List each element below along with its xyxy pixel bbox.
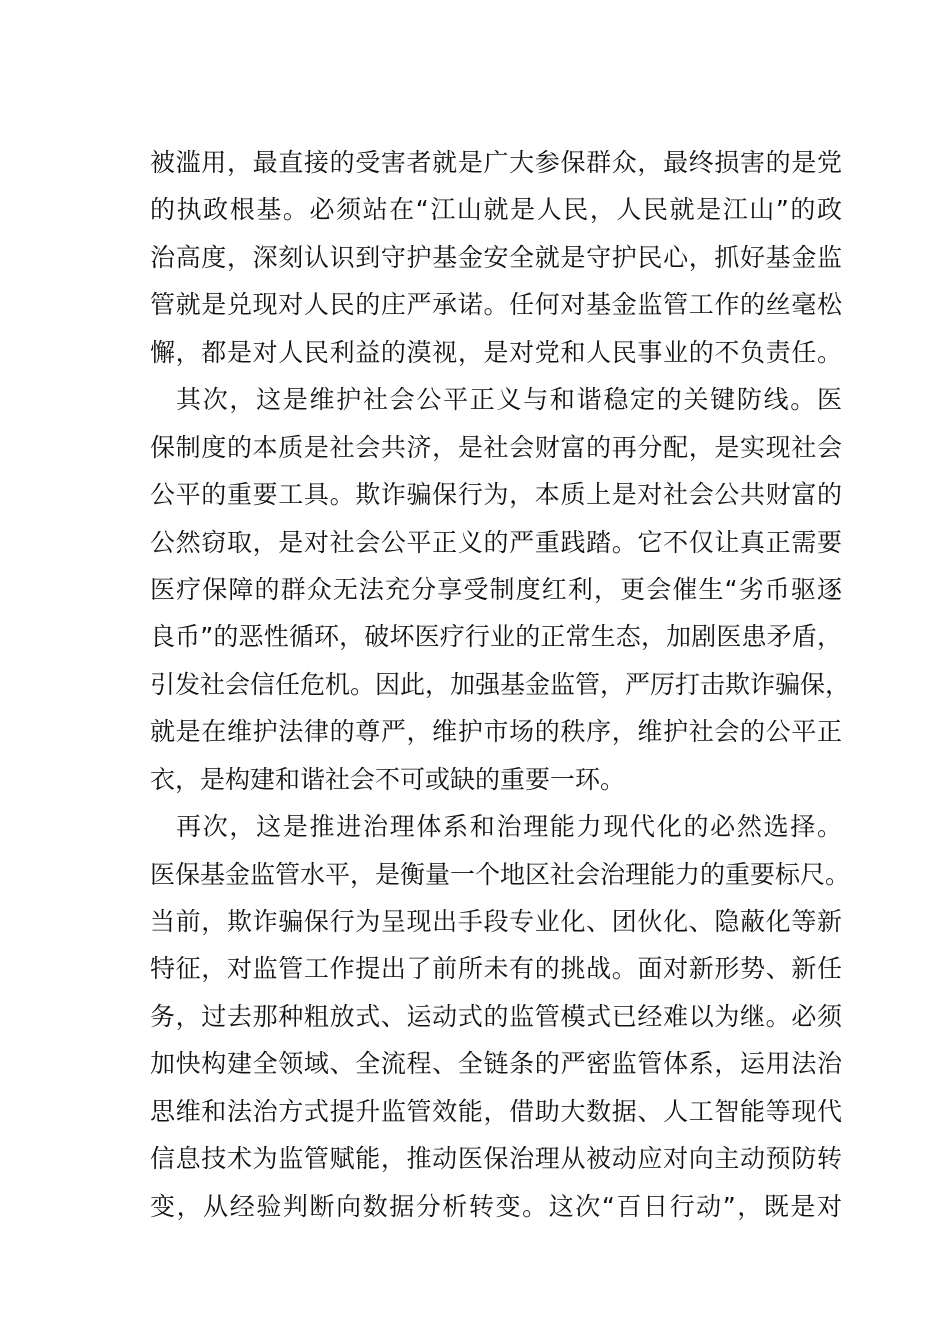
text-line: 就是在维护法律的尊严，维护市场的秩序，维护社会的公平正 [150,717,842,747]
document-body [150,145,851,1236]
text-line: 的执政根基。必须站在“江山就是人民，人民就是江山”的政 [150,195,842,225]
text-line: 懈，都是对人民利益的漠视，是对党和人民事业的不负责任。 [150,337,842,367]
text-line: 加快构建全领域、全流程、全链条的严密监管体系，运用法治 [150,1049,842,1079]
paragraph-2 [150,382,851,809]
text-line: 医保基金监管水平，是衡量一个地区社会治理能力的重要标尺。 [150,859,851,889]
paragraph-1 [150,145,842,382]
text-line: 引发社会信任危机。因此，加强基金监管，严厉打击欺诈骗保， [150,669,851,699]
text-line: 其次，这是维护社会公平正义与和谐稳定的关键防线。医 [176,385,842,415]
text-line: 变，从经验判断向数据分析转变。这次“百日行动”，既是对 [150,1191,842,1221]
text-line: 保制度的本质是社会共济，是社会财富的再分配，是实现社会 [150,432,842,462]
text-line: 公然窃取，是对社会公平正义的严重践踏。它不仅让真正需要 [150,527,842,557]
paragraph-3 [150,809,851,1236]
text-line: 特征，对监管工作提出了前所未有的挑战。面对新形势、新任 [150,954,842,984]
text-line: 再次，这是推进治理体系和治理能力现代化的必然选择。 [176,812,842,842]
text-line: 治高度，深刻认识到守护基金安全就是守护民心，抓好基金监 [150,242,842,272]
text-line: 公平的重要工具。欺诈骗保行为，本质上是对社会公共财富的 [150,480,842,510]
text-line: 思维和法治方式提升监管效能，借助大数据、人工智能等现代 [150,1096,842,1126]
text-line: 衣，是构建和谐社会不可或缺的重要一环。 [150,764,626,794]
text-line: 医疗保障的群众无法充分享受制度红利，更会催生“劣币驱逐 [150,574,842,604]
text-line: 良币”的恶性循环，破坏医疗行业的正常生态，加剧医患矛盾， [150,622,842,652]
text-line: 务，过去那种粗放式、运动式的监管模式已经难以为继。必须 [150,1001,842,1031]
text-line: 管就是兑现对人民的庄严承诺。任何对基金监管工作的丝毫松 [150,290,842,320]
text-line: 被滥用，最直接的受害者就是广大参保群众，最终损害的是党 [150,148,842,177]
text-line: 信息技术为监管赋能，推动医保治理从被动应对向主动预防转 [150,1144,842,1174]
text-line: 当前，欺诈骗保行为呈现出手段专业化、团伙化、隐蔽化等新 [150,907,842,936]
